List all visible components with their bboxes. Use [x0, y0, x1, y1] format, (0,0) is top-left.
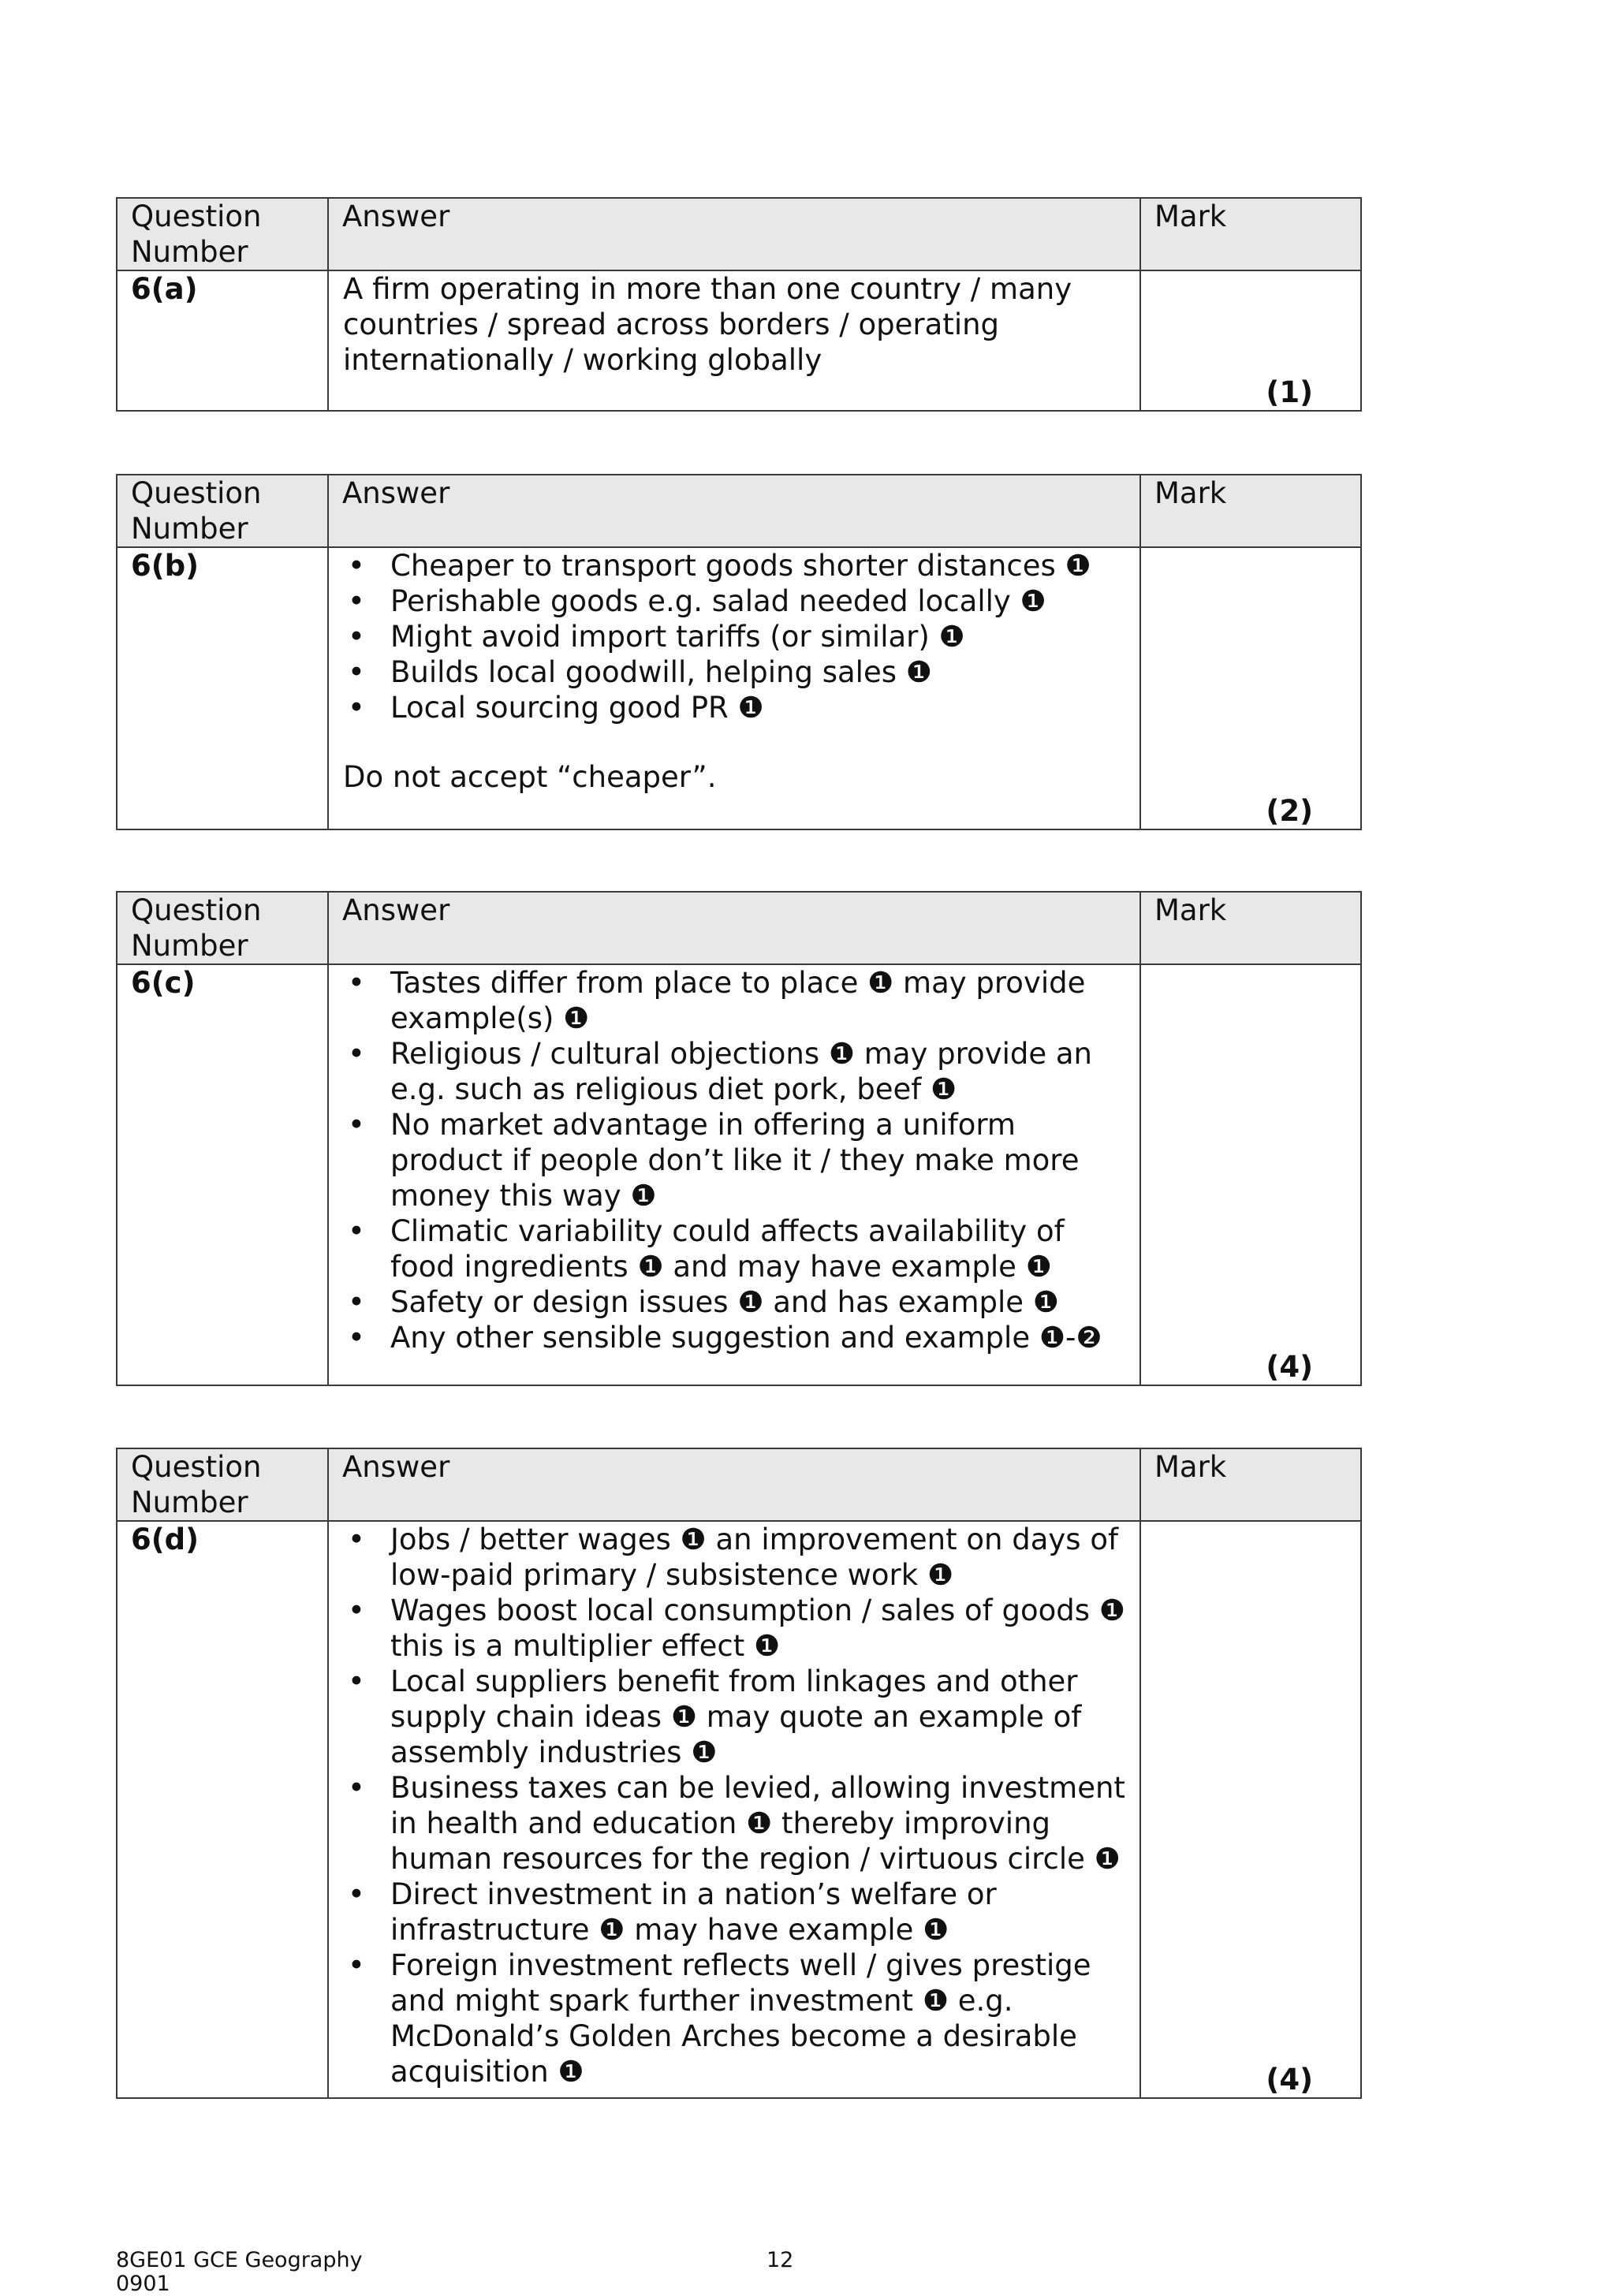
question-number: 6(b): [131, 549, 200, 583]
list-item: • Local sourcing good PR ❶: [343, 690, 1127, 725]
table-header-row: [117, 892, 1361, 964]
list-item: • Climatic variability could affects availability of food ingredients ❶ and may have example ❶: [343, 1213, 1127, 1284]
question-number-label: Question Number: [131, 199, 262, 269]
answer-cell: [328, 270, 1140, 411]
mark-label: Mark: [1154, 199, 1227, 233]
mark-value: (1): [1266, 375, 1313, 409]
list-item: • Wages boost local consumption / sales of goods ❶ this is a multiplier effect ❶: [343, 1593, 1127, 1664]
list-item: • Cheaper to transport goods shorter distances ❶: [343, 548, 1127, 583]
answer-header: [328, 1448, 1140, 1521]
mark-scheme-table-6a: [116, 197, 1362, 412]
question-number: 6(d): [131, 1523, 200, 1556]
answer-header: [328, 198, 1140, 270]
list-item: • Business taxes can be levied, allowing investment in health and education ❶ thereby improving human resources for the region / virtuous circle ❶: [343, 1770, 1127, 1877]
list-item: • Foreign investment reflects well / gives prestige and might spark further investment ❶ e.g. McDonald’s Golden Arches become a desirable acquisition ❶: [343, 1948, 1127, 2089]
question-number-header: [117, 1448, 328, 1521]
table-body-row: [117, 547, 1361, 829]
list-item: • No market advantage in offering a uniform product if people don’t like it / they make more money this way ❶: [343, 1107, 1127, 1213]
mark-cell: [1140, 547, 1361, 829]
table-header-row: [117, 1448, 1361, 1521]
page-number: 12: [766, 2248, 794, 2272]
table-header-row: [117, 475, 1361, 547]
mark-value: (2): [1266, 794, 1313, 828]
answer-cell: [328, 1521, 1140, 2098]
question-number-cell: [117, 270, 328, 411]
mark-cell: [1140, 964, 1361, 1385]
answer-bullet-list: [343, 1522, 1127, 2089]
list-item: • Builds local goodwill, helping sales ❶: [343, 654, 1127, 690]
answer-label: Answer: [342, 893, 450, 927]
question-number-header: [117, 475, 328, 547]
table-header-row: [117, 198, 1361, 270]
list-item: • Direct investment in a nation’s welfare or infrastructure ❶ may have example ❶: [343, 1877, 1127, 1948]
question-number-header: [117, 198, 328, 270]
answer-cell: [328, 547, 1140, 829]
mark-scheme-table-6c: [116, 891, 1362, 1386]
question-number-header: [117, 892, 328, 964]
answer-label: Answer: [342, 199, 450, 233]
answer-text: A firm operating in more than one country / many countries / spread across borders / operating internationally / working globally: [343, 272, 1072, 377]
table-body-row: [117, 1521, 1361, 2098]
question-number-label: Question Number: [131, 1450, 262, 1519]
mark-header: [1140, 198, 1361, 270]
list-item: • Might avoid import tariffs (or similar) ❶: [343, 619, 1127, 654]
question-number: 6(c): [131, 966, 196, 1000]
list-item: • Local suppliers benefit from linkages and other supply chain ideas ❶ may quote an example of assembly industries ❶: [343, 1664, 1127, 1770]
mark-value: (4): [1266, 2063, 1313, 2097]
mark-label: Mark: [1154, 893, 1227, 927]
question-number-label: Question Number: [131, 476, 262, 546]
list-item: • Religious / cultural objections ❶ may provide an e.g. such as religious diet pork, beef ❶: [343, 1036, 1127, 1107]
list-item: • Safety or design issues ❶ and has example ❶: [343, 1284, 1127, 1320]
mark-cell: [1140, 270, 1361, 411]
mark-header: [1140, 892, 1361, 964]
list-item: • Perishable goods e.g. salad needed locally ❶: [343, 583, 1127, 619]
list-item: • Any other sensible suggestion and example ❶-❷: [343, 1320, 1127, 1355]
table-body-row: [117, 270, 1361, 411]
footer-document-code: [116, 2249, 363, 2296]
mark-label: Mark: [1154, 1450, 1227, 1484]
mark-label: Mark: [1154, 476, 1227, 510]
answer-header: [328, 892, 1140, 964]
footer-code-line2: 0901: [116, 2272, 170, 2296]
list-item: • Jobs / better wages ❶ an improvement on days of low-paid primary / subsistence work ❶: [343, 1522, 1127, 1593]
mark-cell: [1140, 1521, 1361, 2098]
mark-header: [1140, 1448, 1361, 1521]
footer-code-line1: 8GE01 GCE Geography: [116, 2248, 363, 2272]
question-number-cell: [117, 964, 328, 1385]
answer-cell: [328, 964, 1140, 1385]
answer-header: [328, 475, 1140, 547]
question-number-label: Question Number: [131, 893, 262, 963]
answer-bullet-list: [343, 965, 1127, 1355]
question-number-cell: [117, 1521, 328, 2098]
question-number-cell: [117, 547, 328, 829]
mark-value: (4): [1266, 1350, 1313, 1384]
list-item: • Tastes differ from place to place ❶ may provide example(s) ❶: [343, 965, 1127, 1036]
answer-bullet-list: [343, 548, 1127, 725]
answer-note: Do not accept “cheaper”.: [343, 760, 717, 794]
mark-scheme-table-6d: [116, 1448, 1362, 2099]
table-body-row: [117, 964, 1361, 1385]
answer-label: Answer: [342, 476, 450, 510]
question-number: 6(a): [131, 272, 198, 306]
answer-label: Answer: [342, 1450, 450, 1484]
mark-scheme-table-6b: [116, 474, 1362, 830]
mark-header: [1140, 475, 1361, 547]
